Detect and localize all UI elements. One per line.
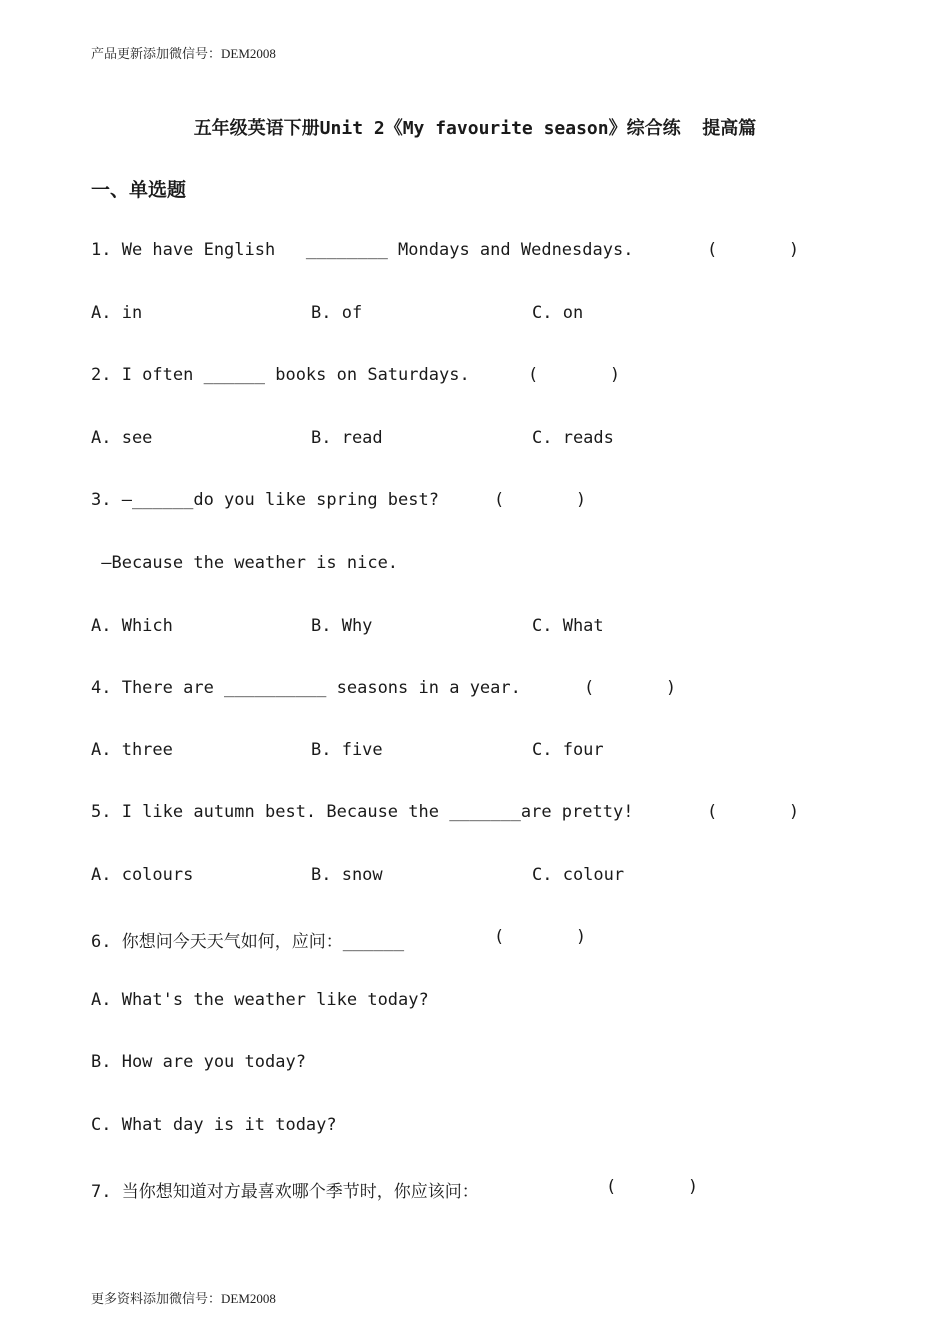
question-3-response: —Because the weather is nice. (91, 553, 399, 573)
question-2-option-b: B. read (311, 428, 383, 448)
question-1-option-b: B. of (311, 303, 363, 323)
question-1-answer-blank: ( ) (707, 240, 800, 260)
question-5-option-a: A. colours (91, 865, 194, 885)
question-5-option-c: C. colour (532, 865, 625, 885)
question-3-text: 3. —______do you like spring best? (91, 490, 439, 510)
question-6-option-b: B. How are you today? (91, 1052, 306, 1072)
question-6-text: 6. 你想问今天天气如何，应问：______ (91, 932, 405, 952)
question-7-answer-blank: ( ) (606, 1177, 699, 1197)
question-6-option-a: A. What's the weather like today? (91, 990, 429, 1010)
document-title: 五年级英语下册Unit 2《My favourite season》综合练 提高篇 (193, 118, 757, 139)
question-4-option-a: A. three (91, 740, 173, 760)
question-4-option-b: B. five (311, 740, 383, 760)
question-2-text: 2. I often ______ books on Saturdays. (91, 365, 470, 385)
question-2-option-a: A. see (91, 428, 153, 448)
question-2-option-c: C. reads (532, 428, 614, 448)
question-3-option-c: C. What (532, 616, 604, 636)
question-3-option-b: B. Why (311, 616, 373, 636)
page-footer: 更多资料添加微信号：DEM2008 (91, 1291, 276, 1306)
question-7-text: 7. 当你想知道对方最喜欢哪个季节时，你应该问： (91, 1182, 479, 1202)
question-4-option-c: C. four (532, 740, 604, 760)
question-5-answer-blank: ( ) (707, 802, 800, 822)
question-4-text: 4. There are __________ seasons in a year. (91, 678, 521, 698)
question-1-text: 1. We have English ________ Mondays and Wednesdays. (91, 240, 634, 260)
question-1-option-c: C. on (532, 303, 584, 323)
question-1-option-a: A. in (91, 303, 143, 323)
question-4-answer-blank: ( ) (584, 678, 677, 698)
question-5-text: 5. I like autumn best. Because the _______are pretty! (91, 802, 634, 822)
question-2-answer-blank: ( ) (528, 365, 621, 385)
question-3-answer-blank: ( ) (494, 490, 587, 510)
question-6-answer-blank: ( ) (494, 927, 587, 947)
section-heading: 一、单选题 (91, 179, 187, 201)
page-header: 产品更新添加微信号：DEM2008 (91, 46, 276, 61)
question-6-option-c: C. What day is it today? (91, 1115, 337, 1135)
question-3-option-a: A. Which (91, 616, 173, 636)
question-5-option-b: B. snow (311, 865, 383, 885)
